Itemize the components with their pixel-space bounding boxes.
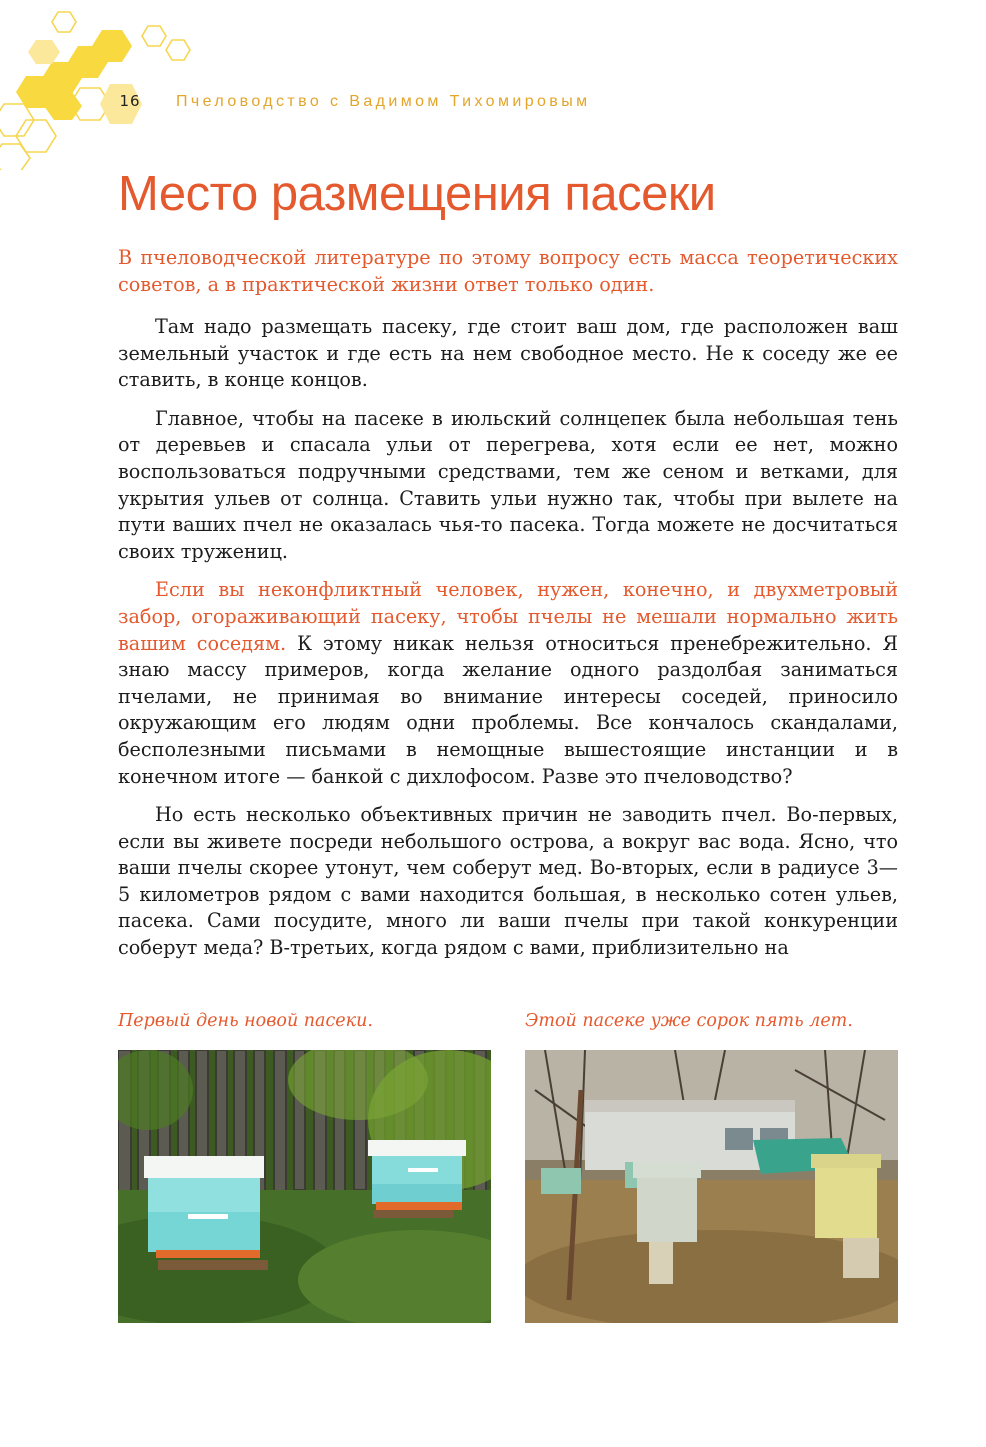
running-head: Пчеловодство с Вадимом Тихомировым — [176, 93, 591, 110]
photo-new-apiary — [118, 1050, 491, 1323]
paragraph-3-rest: К этому никак нельзя относиться пренебрежительно. Я знаю массу примеров, когда желание одного раздолбая заниматься пчелами, не принимая во внимание интересы соседей, приносило окружающим его людям одни проблемы. Все кончалось скандалами, бесполезными письмами в немощные вышестоящие инстанции и в конечном итоге — банкой с дихлофосом. Разве это пчеловодство? — [118, 631, 898, 788]
paragraph-3 — [118, 577, 898, 790]
lead-text: В пчеловодческой литературе по этому вопросу есть масса теоретических советов, а в практической жизни ответ только один. — [118, 246, 898, 296]
hex-outline — [166, 40, 190, 60]
caption-left: Первый день новой пасеки. — [118, 1011, 373, 1031]
paragraph-3-highlight: Если вы неконфликтный человек, нужен, конечно, и двухметровый забор, огораживающий пасеку, чтобы пчелы не мешали нормально жить вашим соседям. — [118, 578, 898, 655]
paragraph-2: Главное, чтобы на пасеке в июльский солнцепек была небольшая тень от деревьев и спасала ульи от перегрева, хотя если ее нет, можно воспользоваться подручными средствами, тем же сеном и ветками, для укрытия ульев от солнца. Ставить ульи нужно так, чтобы при вылете на пути ваших пчел не оказалась чья-то пасека. Тогда можете не досчитаться своих тружениц. — [118, 406, 898, 563]
paragraph-4: Но есть несколько объективных причин не заводить пчел. Во-первых, если вы живете посреди небольшого острова, а вокруг вас вода. Ясно, что ваши пчелы скорее утонут, чем соберут мед. Во-вторых, если в радиусе 3—5 километров рядом с вами находится большая, в несколько сотен ульев, пасека. Сами посудите, много ли ваши пчелы при такой конкуренции соберут меда? В-третьих, когда рядом с вами, приблизительно на — [118, 803, 898, 960]
lead-paragraph — [118, 245, 898, 310]
hex-outline — [142, 26, 166, 46]
page-number: 16 — [119, 92, 141, 110]
photo-old-apiary — [525, 1050, 898, 1323]
page-title: Место размещения пасеки — [118, 167, 716, 221]
body-text — [118, 314, 898, 974]
hex-outline — [52, 12, 76, 32]
hex-light — [28, 40, 60, 64]
hex-outline — [0, 144, 30, 170]
caption-right: Этой пасеке уже сорок пять лет. — [525, 1011, 853, 1031]
honeycomb-decoration — [0, 0, 200, 170]
paragraph-1: Там надо размещать пасеку, где стоит ваш дом, где расположен ваш земельный участок и где есть на нем свободное место. Не к соседу же ее ставить, в конце концов. — [118, 315, 898, 392]
